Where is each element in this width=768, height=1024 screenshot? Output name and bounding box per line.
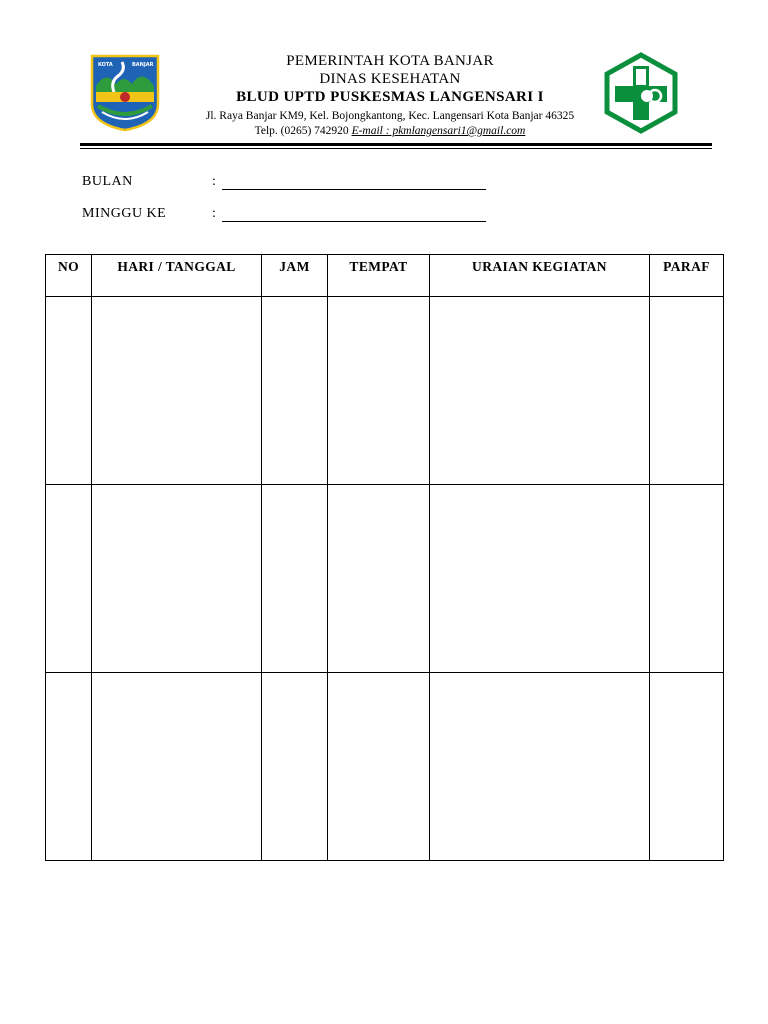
cell-no[interactable] <box>46 485 92 673</box>
cell-tempat[interactable] <box>328 673 430 861</box>
minggu-ke-colon: : <box>212 206 217 221</box>
phone: Telp. (0265) 742920 <box>254 125 349 137</box>
kota-banjar-emblem-icon <box>88 52 162 132</box>
cell-paraf[interactable] <box>650 485 724 673</box>
emblem-text-right: BANJAR <box>132 62 154 68</box>
column-header-paraf: PARAF <box>650 255 724 297</box>
cell-paraf[interactable] <box>650 673 724 861</box>
table-row <box>46 485 724 673</box>
column-header-uraian-kegiatan: URAIAN KEGIATAN <box>430 255 650 297</box>
minggu-ke-label: MINGGU KE <box>82 206 167 221</box>
cell-paraf[interactable] <box>650 297 724 485</box>
minggu-ke-blank-line[interactable] <box>222 221 486 222</box>
cell-hari-tanggal[interactable] <box>92 485 262 673</box>
column-header-jam: JAM <box>262 255 328 297</box>
letterhead-text <box>180 52 600 138</box>
contact-line <box>180 124 600 138</box>
bulan-blank-line[interactable] <box>222 189 486 190</box>
cell-jam[interactable] <box>262 673 328 861</box>
email-link[interactable]: E-mail : pkmlangensari1@gmail.com <box>351 125 526 137</box>
cell-tempat[interactable] <box>328 297 430 485</box>
column-header-no: NO <box>46 255 92 297</box>
puskesmas-logo-icon <box>603 52 679 134</box>
cell-tempat[interactable] <box>328 485 430 673</box>
letterhead-divider-thin <box>80 148 712 149</box>
table-row <box>46 673 724 861</box>
cell-no[interactable] <box>46 297 92 485</box>
table-header-row <box>46 255 724 297</box>
column-header-tempat: TEMPAT <box>328 255 430 297</box>
cell-jam[interactable] <box>262 485 328 673</box>
address: Jl. Raya Banjar KM9, Kel. Bojongkantong, Kec. Langensari Kota Banjar 46325 <box>205 110 575 122</box>
cell-jam[interactable] <box>262 297 328 485</box>
department-name: DINAS KESEHATAN <box>319 71 461 87</box>
emblem-text-left: KOTA <box>98 62 113 68</box>
cell-hari-tanggal[interactable] <box>92 297 262 485</box>
cell-hari-tanggal[interactable] <box>92 673 262 861</box>
cell-no[interactable] <box>46 673 92 861</box>
bulan-colon: : <box>212 174 217 189</box>
cell-uraian-kegiatan[interactable] <box>430 673 650 861</box>
bulan-label: BULAN <box>82 174 133 189</box>
column-header-hari-tanggal: HARI / TANGGAL <box>92 255 262 297</box>
letterhead-divider-thick <box>80 143 712 146</box>
letterhead <box>0 0 768 160</box>
activity-log-table <box>45 254 724 861</box>
institution-name: BLUD UPTD PUSKESMAS LANGENSARI I <box>236 89 544 105</box>
cell-uraian-kegiatan[interactable] <box>430 485 650 673</box>
cell-uraian-kegiatan[interactable] <box>430 297 650 485</box>
government-name: PEMERINTAH KOTA BANJAR <box>286 53 494 69</box>
table-row <box>46 297 724 485</box>
